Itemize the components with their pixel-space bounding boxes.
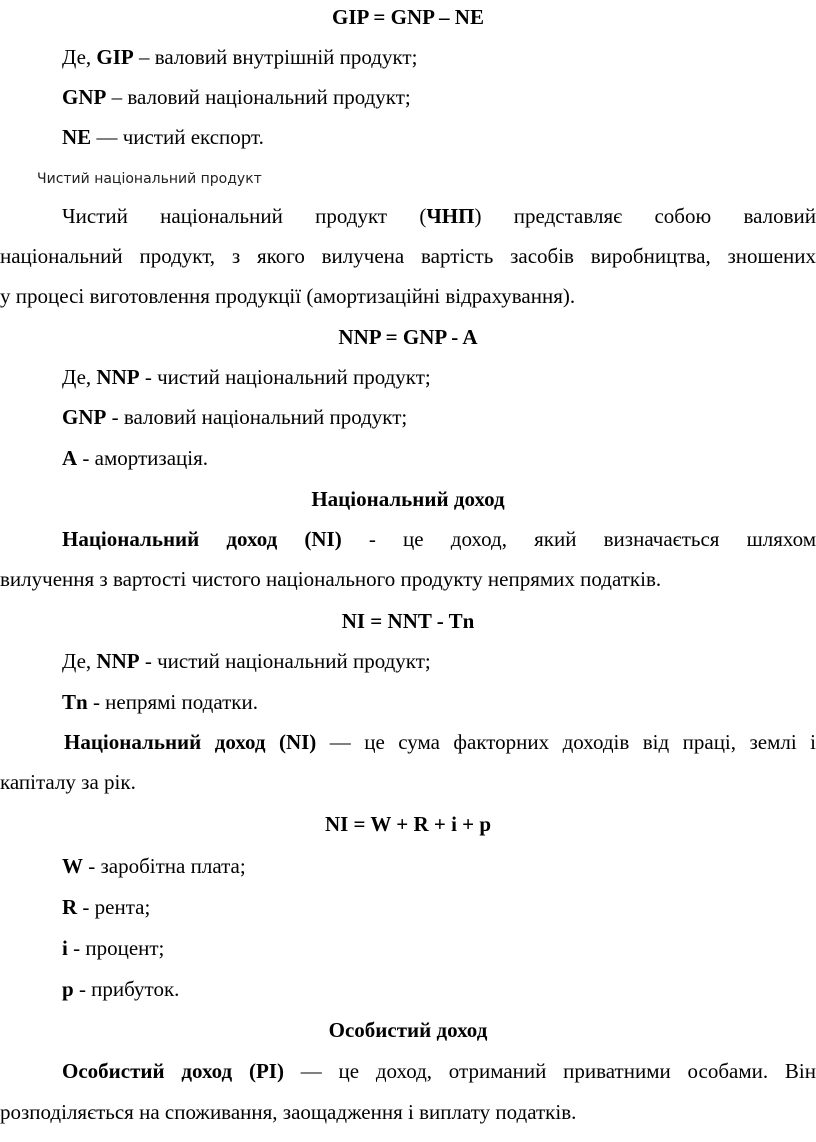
formula-gip: GIP = GNP – NE (332, 5, 484, 29)
definition-w: W - заробітна плата; (62, 854, 246, 878)
nnp-paragraph-line3: у процесі виготовлення продукції (амортизаційні відрахування). (0, 284, 576, 308)
definition-r: R - рента; (62, 895, 151, 919)
definition-ne: NE — чистий експорт. (62, 125, 264, 149)
definition-i: i - процент; (62, 936, 165, 960)
ni-paragraph1-line1: Національний доход (NI) - це доход, який визначається шляхом (62, 527, 816, 551)
ni-paragraph2-line2: капіталу за рік. (0, 770, 136, 794)
pi-heading: Особистий доход (328, 1018, 488, 1042)
ni-paragraph1-line2: вилучення з вартості чистого національного продукту непрямих податків. (0, 567, 662, 591)
definition-tn: Tn - непрямі податки. (62, 690, 258, 714)
formula-ni-1: NI = NNT - Tn (341, 609, 475, 633)
definition-a: A - амортизація. (62, 446, 209, 470)
definition-gnp-2: GNP - валовий національний продукт; (62, 405, 408, 429)
formula-ni-2: NI = W + R + i + p (324, 812, 492, 836)
ni-paragraph2-line1: Національний доход (NI) — це сума факторних доходів від праці, землі і (64, 730, 816, 754)
ni-heading: Національний доход (311, 487, 505, 511)
nnp-paragraph-line1: Чистий національний продукт (ЧНП) представляє собою валовий (62, 204, 816, 228)
definition-gnp: GNP – валовий національний продукт; (62, 85, 411, 109)
definition-gip: Де, GIP – валовий внутрішній продукт; (62, 45, 418, 69)
definition-nnp-2: Де, NNP - чистий національний продукт; (62, 649, 431, 673)
pi-paragraph-line2: розподіляється на споживання, заощадження і виплату податків. (0, 1100, 577, 1124)
formula-nnp: NNP = GNP - A (338, 325, 478, 349)
nnp-small-heading: Чистий національний продукт (37, 171, 262, 187)
definition-p: p - прибуток. (62, 977, 180, 1001)
definition-nnp: Де, NNP - чистий національний продукт; (62, 365, 431, 389)
nnp-paragraph-line2: національний продукт, з якого вилучена вартість засобів виробництва, зношених (0, 244, 816, 268)
pi-paragraph-line1: Особистий доход (PI) — це доход, отриманий приватними особами. Він (62, 1059, 816, 1083)
